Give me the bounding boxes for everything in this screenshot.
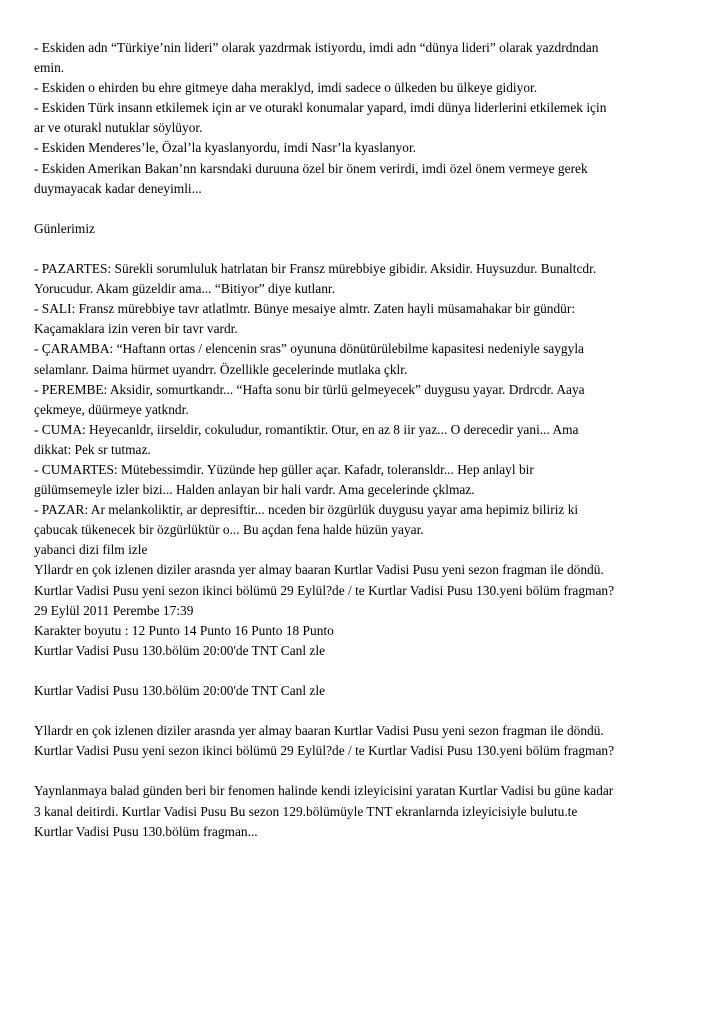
text-line: Yllardr en çok izlenen diziler arasnda yer almay baaran Kurtlar Vadisi Pusu yeni sezon fragman ile döndü. xyxy=(34,562,604,578)
section-heading: Günlerimiz xyxy=(34,220,95,236)
text-line: Kaçamaklara izin veren bir tavr vardr. xyxy=(34,321,238,337)
text-line: Kurtlar Vadisi Pusu yeni sezon ikinci bölümü 29 Eylül?de / te Kurtlar Vadisi Pusu 130.yeni bölüm fragman? xyxy=(34,582,615,598)
text-line: 3 kanal deitirdi. Kurtlar Vadisi Pusu Bu sezon 129.bölümüyle TNT ekranlarnda izleyicisiyle bulutu.te xyxy=(34,803,578,819)
text-line: Yorucudur. Akam güzeldir ama... “Bitiyor” diye kutlanr. xyxy=(34,281,335,297)
text-line: - Eskiden adn “Türkiye’nin lideri” olarak yazdrmak istiyordu, imdi adn “dünya lideri” olarak yazdrdndan xyxy=(34,40,599,55)
blank-line xyxy=(34,761,694,781)
text-line: Kurtlar Vadisi Pusu 130.bölüm fragman... xyxy=(34,823,258,839)
days-list xyxy=(34,259,694,540)
intro-paragraph xyxy=(34,38,694,199)
text-line: - PAZAR: Ar melankoliktir, ar depresiftir... nceden bir özgürlük duygusu yayar ama hepimiz biliriz ki xyxy=(34,502,579,518)
blank-line xyxy=(34,199,694,219)
text-line: - ÇARAMBA: “Haftann ortas / elencenin sras” oyununa dönütürülebilme kapasitesi nedeniyle saygyla xyxy=(34,341,584,357)
repeat-title: Kurtlar Vadisi Pusu 130.bölüm 20:00'de TNT Canl zle xyxy=(34,683,326,698)
text-line: duymayacak kadar deneyimli... xyxy=(34,180,202,196)
repeat-lead-paragraph xyxy=(34,721,694,761)
document-page xyxy=(34,38,694,842)
text-line: çabucak tükenecek bir özgürlüktür o... Bu açdan fena halde hüzün yayar. xyxy=(34,522,424,538)
font-size-line: Karakter boyutu : 12 Punto 14 Punto 16 Punto 18 Punto xyxy=(34,622,334,638)
text-line: gülümsemeyle izler bizi... Halden anlayan bir hali vardr. Ama gecelerinde çklmaz. xyxy=(34,482,475,498)
article-block xyxy=(34,540,694,661)
text-line: - SALI: Fransz mürebbiye tavr atlatlmtr. Bünye mesaiye almtr. Zaten hayli müsamahakar bir gündür: xyxy=(34,301,576,317)
text-line: Yllardr en çok izlenen diziler arasnda yer almay baaran Kurtlar Vadisi Pusu yeni sezon fragman ile döndü. xyxy=(34,723,604,739)
date-line: 29 Eylül 2011 Perembe 17:39 xyxy=(34,602,194,618)
blank-line xyxy=(34,661,694,681)
text-line: - Eskiden Menderes’le, Özal’la kyaslanyordu, imdi Nasr’la kyaslanyor. xyxy=(34,140,417,156)
blank-line xyxy=(34,701,694,721)
text-line: Kurtlar Vadisi Pusu yeni sezon ikinci bölümü 29 Eylül?de / te Kurtlar Vadisi Pusu 130.yeni bölüm fragman? xyxy=(34,743,615,759)
text-line: dikkat: Pek sr tutmaz. xyxy=(34,441,151,457)
text-line: selamlanr. Daima hürmet uyandrr. Özellikle gecelerinde mutlaka çklr. xyxy=(34,361,408,377)
article-title: Kurtlar Vadisi Pusu 130.bölüm 20:00'de TNT Canl zle xyxy=(34,642,326,658)
text-line: Yaynlanmaya balad günden beri bir fenomen halinde kendi izleyicisini yaratan Kurtlar Vadisi bu güne kadar xyxy=(34,783,614,799)
text-line: - Eskiden o ehirden bu ehre gitmeye daha meraklyd, imdi sadece o ülkeden bu ülkeye gidiyor. xyxy=(34,80,538,96)
text-line: emin. xyxy=(34,60,65,76)
text-line: - Eskiden Türk insann etkilemek için ar ve oturakl konumalar yapard, imdi dünya liderlerini etkilemek için xyxy=(34,100,607,116)
text-line: - Eskiden Amerikan Bakan’nn karsndaki duruuna özel bir önem verirdi, imdi özel önem vermeye gerek xyxy=(34,160,588,176)
text-line: ar ve oturakl nutuklar söylüyor. xyxy=(34,120,203,136)
closing-paragraph xyxy=(34,781,694,841)
text-line: - PAZARTES: Sürekli sorumluluk hatrlatan bir Fransz mürebbiye gibidir. Aksidir. Huysuzdur. Bunaltcdr. xyxy=(34,261,597,277)
text-line: - CUMA: Heyecanldr, iirseldir, cokuludur, romantiktir. Otur, en az 8 iir yaz... O derecedir yani... Ama xyxy=(34,421,579,437)
text-line: çekmeye, düürmeye yatkndr. xyxy=(34,401,189,417)
text-line: yabanci dizi film izle xyxy=(34,542,148,558)
text-line: - CUMARTES: Mütebessimdir. Yüzünde hep güller açar. Kafadr, toleransldr... Hep anlayl bir xyxy=(34,461,534,477)
blank-line xyxy=(34,239,694,259)
text-line: - PEREMBE: Aksidir, somurtkandr... “Hafta sonu bir türlü gelmeyecek” duygusu yayar. Drdrcdr. Aaya xyxy=(34,381,585,397)
